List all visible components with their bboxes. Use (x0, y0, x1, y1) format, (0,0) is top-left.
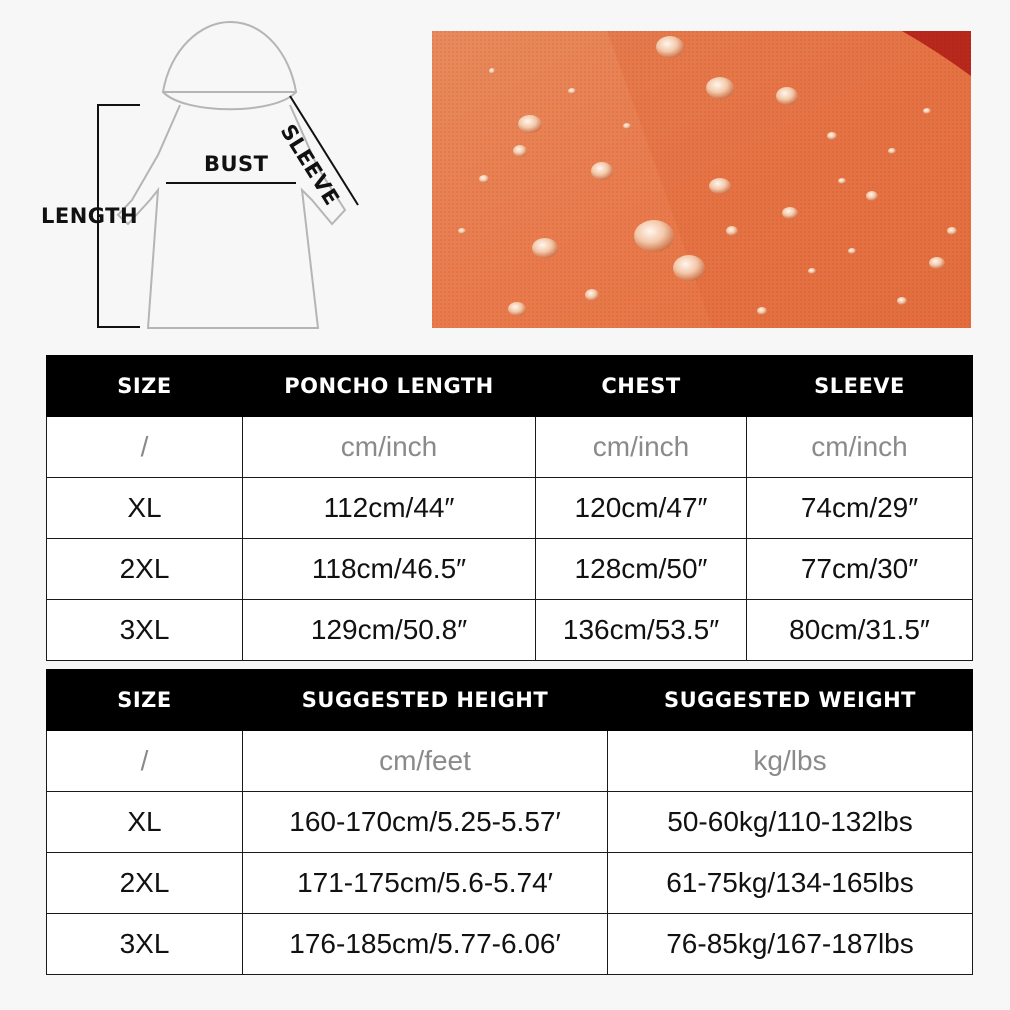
table-cell: 3XL (47, 600, 243, 661)
waterproof-fabric-photo (432, 31, 971, 328)
table-cell: 2XL (47, 539, 243, 600)
table-row (47, 914, 973, 975)
table-cell: 171-175cm/5.6-5.74′ (243, 853, 608, 914)
table-row (47, 853, 973, 914)
table-cell: 118cm/46.5″ (243, 539, 536, 600)
table-cell: cm/inch (536, 417, 747, 478)
table-cell: 50-60kg/110-132lbs (608, 792, 973, 853)
bust-label: BUST (204, 152, 269, 176)
header-suggested-height: SUGGESTED HEIGHT (243, 670, 608, 731)
table-cell: cm/inch (243, 417, 536, 478)
table-cell: 3XL (47, 914, 243, 975)
length-label: LENGTH (41, 204, 139, 228)
table-cell: cm/feet (243, 731, 608, 792)
table-cell: XL (47, 478, 243, 539)
table-header-row (47, 670, 973, 731)
header-suggested-weight: SUGGESTED WEIGHT (608, 670, 973, 731)
table-row (47, 539, 973, 600)
size-recommendation-table (46, 669, 973, 975)
table-cell: / (47, 731, 243, 792)
sleeve-label: SLEEVE (275, 120, 345, 210)
table-cell: 112cm/44″ (243, 478, 536, 539)
water-droplets-icon (432, 31, 971, 328)
header-poncho-length: PONCHO LENGTH (243, 356, 536, 417)
header-sleeve: SLEEVE (747, 356, 973, 417)
table-row (47, 792, 973, 853)
table-cell: 128cm/50″ (536, 539, 747, 600)
table-cell: 120cm/47″ (536, 478, 747, 539)
table-cell: 80cm/31.5″ (747, 600, 973, 661)
table-cell: 129cm/50.8″ (243, 600, 536, 661)
units-row (47, 417, 973, 478)
table-cell: 77cm/30″ (747, 539, 973, 600)
size-measurement-table (46, 355, 973, 661)
table-header-row (47, 356, 973, 417)
table-cell: 2XL (47, 853, 243, 914)
header-size: SIZE (47, 356, 243, 417)
table-row (47, 600, 973, 661)
units-row (47, 731, 973, 792)
table-cell: cm/inch (747, 417, 973, 478)
poncho-measurement-diagram (0, 0, 420, 340)
table-cell: 136cm/53.5″ (536, 600, 747, 661)
table-cell: 61-75kg/134-165lbs (608, 853, 973, 914)
table-cell: 176-185cm/5.77-6.06′ (243, 914, 608, 975)
table-cell: / (47, 417, 243, 478)
table-cell: XL (47, 792, 243, 853)
header-size: SIZE (47, 670, 243, 731)
table-row (47, 478, 973, 539)
header-chest: CHEST (536, 356, 747, 417)
table-cell: 76-85kg/167-187lbs (608, 914, 973, 975)
table-cell: 160-170cm/5.25-5.57′ (243, 792, 608, 853)
table-cell: kg/lbs (608, 731, 973, 792)
table-cell: 74cm/29″ (747, 478, 973, 539)
